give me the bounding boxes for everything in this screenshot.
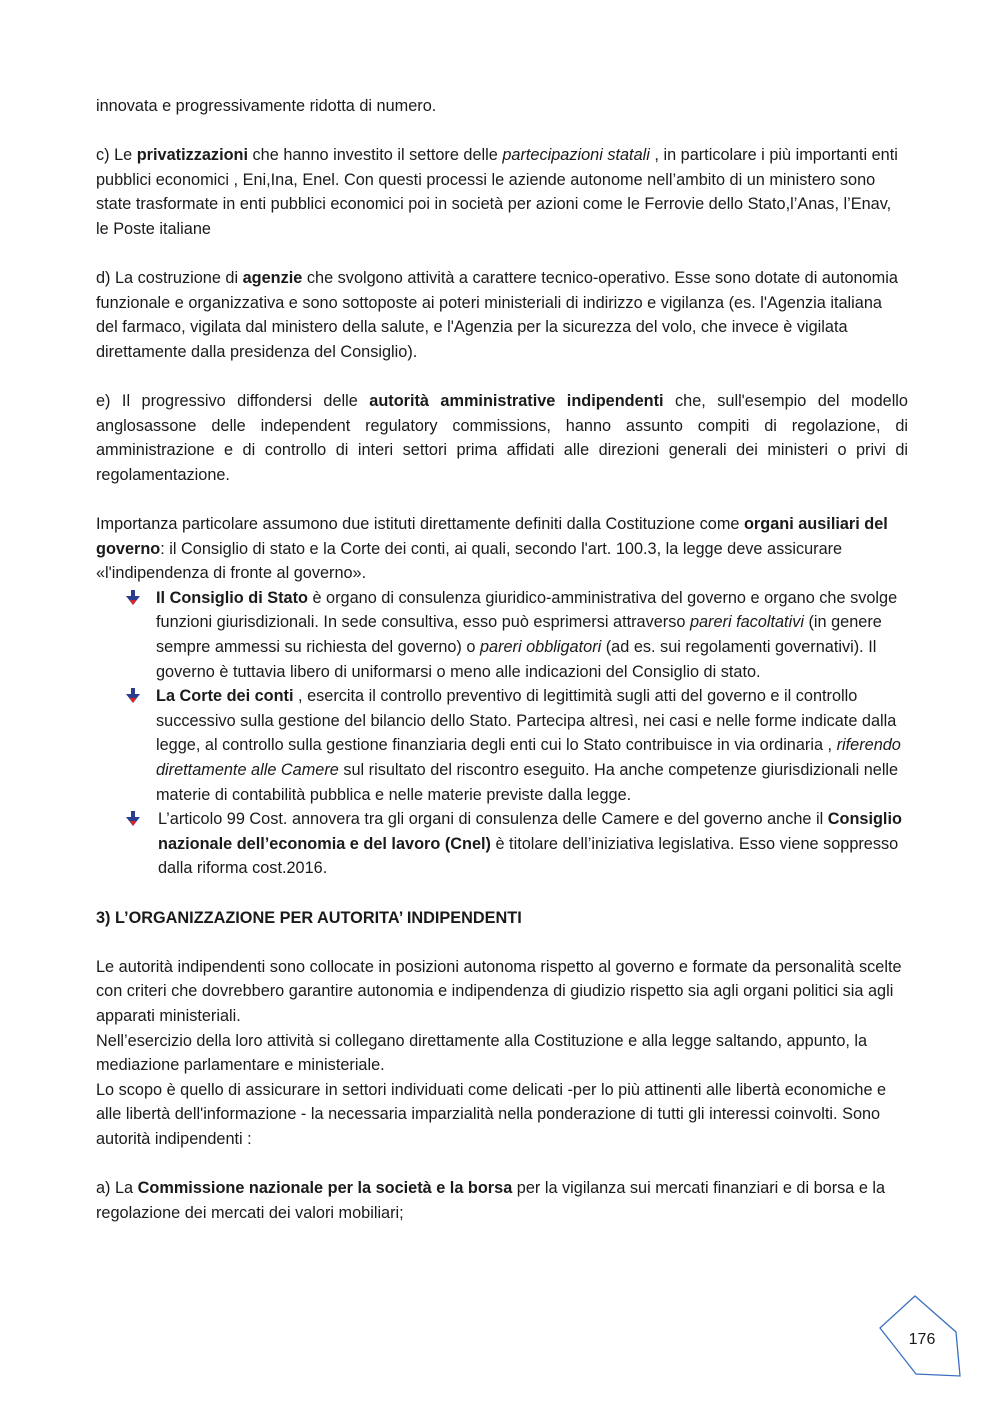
document-page xyxy=(96,94,908,1225)
paragraph-autorita-3: Lo scopo è quello di assicurare in settori individuati come delicati -per lo più attinenti alle libertà economiche e alle libertà dell'informazione - la necessaria imparzialità nella ponderazione di tutti gli interessi coinvolti. Sono autorità indipendenti : xyxy=(96,1080,887,1148)
arrow-down-icon xyxy=(126,590,140,606)
list-item-consiglio-di-stato: Il Consiglio di Stato è organo di consulenza giuridico-amministrativa del governo e organo che svolge funzioni giurisdizionali. In sede consultiva, esso può esprimersi attraverso pareri facoltativi (in genere sempre ammessi su richiesta del governo) o pareri obbligatori (ad es. sui regolamenti governativi). Il governo è tuttavia libero di uniformarsi o meno alle indicazioni del Consiglio di stato. xyxy=(96,586,908,684)
paragraph-e-autorita: e) Il progressivo diffondersi delle autorità amministrative indipendenti che, sull'esempio del modello anglosassone delle independent regulatory commissions, hanno assunto compiti di regolazione, di amministrazione e di controllo di interi settori prima affidati alle direzioni generali dei ministeri o privi di regolamentazione. xyxy=(96,392,908,484)
paragraph-importanza: Importanza particolare assumono due istituti direttamente definiti dalla Costituzione come organi ausiliari del governo: il Consiglio di stato e la Corte dei conti, ai quali, secondo l'art. 100.3, la legge deve assicurare «l'indipendenza di fronte al governo». xyxy=(96,515,888,583)
paragraph-d-agenzie: d) La costruzione di agenzie che svolgono attività a carattere tecnico-operativo. Esse sono dotate di autonomia funzionale e organizzativa e sono sottoposte ai poteri ministeriali di indirizzo e vigilanza (es. l'Agenzia italiana del farmaco, vigilata dal ministero della salute, e l'Agenzia per la sicurezza del volo, che invece è vigilata direttamente dalla presidenza del Consiglio). xyxy=(96,269,898,361)
paragraph-a-consob: a) La Commissione nazionale per la società e la borsa per la vigilanza sui mercati finanziari e di borsa e la regolazione dei mercati dei valori mobiliari; xyxy=(96,1179,886,1222)
page-number: 176 xyxy=(908,1331,936,1348)
arrow-down-icon xyxy=(126,811,140,827)
list-item-cnel: L’articolo 99 Cost. annovera tra gli organi di consulenza delle Camere e del governo anche il Consiglio nazionale dell’economia e del lavoro (Cnel) è titolare dell’iniziativa legislativa. Esso viene soppresso dalla riforma cost.2016. xyxy=(96,807,908,881)
list-item-corte-dei-conti: La Corte dei conti , esercita il controllo preventivo di legittimità sugli atti del governo e il controllo successivo sulla gestione del bilancio dello Stato. Partecipa altresì, nei casi e nelle forme indicate dalla legge, al controllo sulla gestione finanziaria degli enti cui lo Stato contribuisce in via ordinaria , riferendo direttamente alle Camere sul risultato del riscontro eseguito. Ha anche competenze giurisdizionali nelle materie di contabilità pubblica e nelle materie previste dalla legge. xyxy=(96,684,908,807)
paragraph-continued: innovata e progressivamente ridotta di numero. xyxy=(96,97,437,115)
arrow-down-icon xyxy=(126,688,140,704)
bullet-list xyxy=(96,586,908,881)
paragraph-autorita-2: Nell’esercizio della loro attività si collegano direttamente alla Costituzione e alla legge saltando, appunto, la mediazione parlamentare e ministeriale. xyxy=(96,1031,868,1075)
section-heading: 3) L’ORGANIZZAZIONE PER AUTORITA’ INDIPENDENTI xyxy=(96,908,522,927)
paragraph-c-privatizzazioni: c) Le privatizzazioni che hanno investito il settore delle partecipazioni statali , in particolare i più importanti enti pubblici economici , Eni,Ina, Enel. Con questi processi le aziende autonome nell’ambito di un ministero sono state trasformate in enti pubblici economici poi in società per azioni come le Ferrovie dello Stato,l’Anas, l’Enav, le Poste italiane xyxy=(96,146,898,238)
paragraph-autorita-1: Le autorità indipendenti sono collocate in posizioni autonoma rispetto al governo e formate da personalità scelte con criteri che dovrebbero garantire autonomia e indipendenza di giudizio rispetto sia agli organi politici sia agli apparati ministeriali. xyxy=(96,957,902,1025)
